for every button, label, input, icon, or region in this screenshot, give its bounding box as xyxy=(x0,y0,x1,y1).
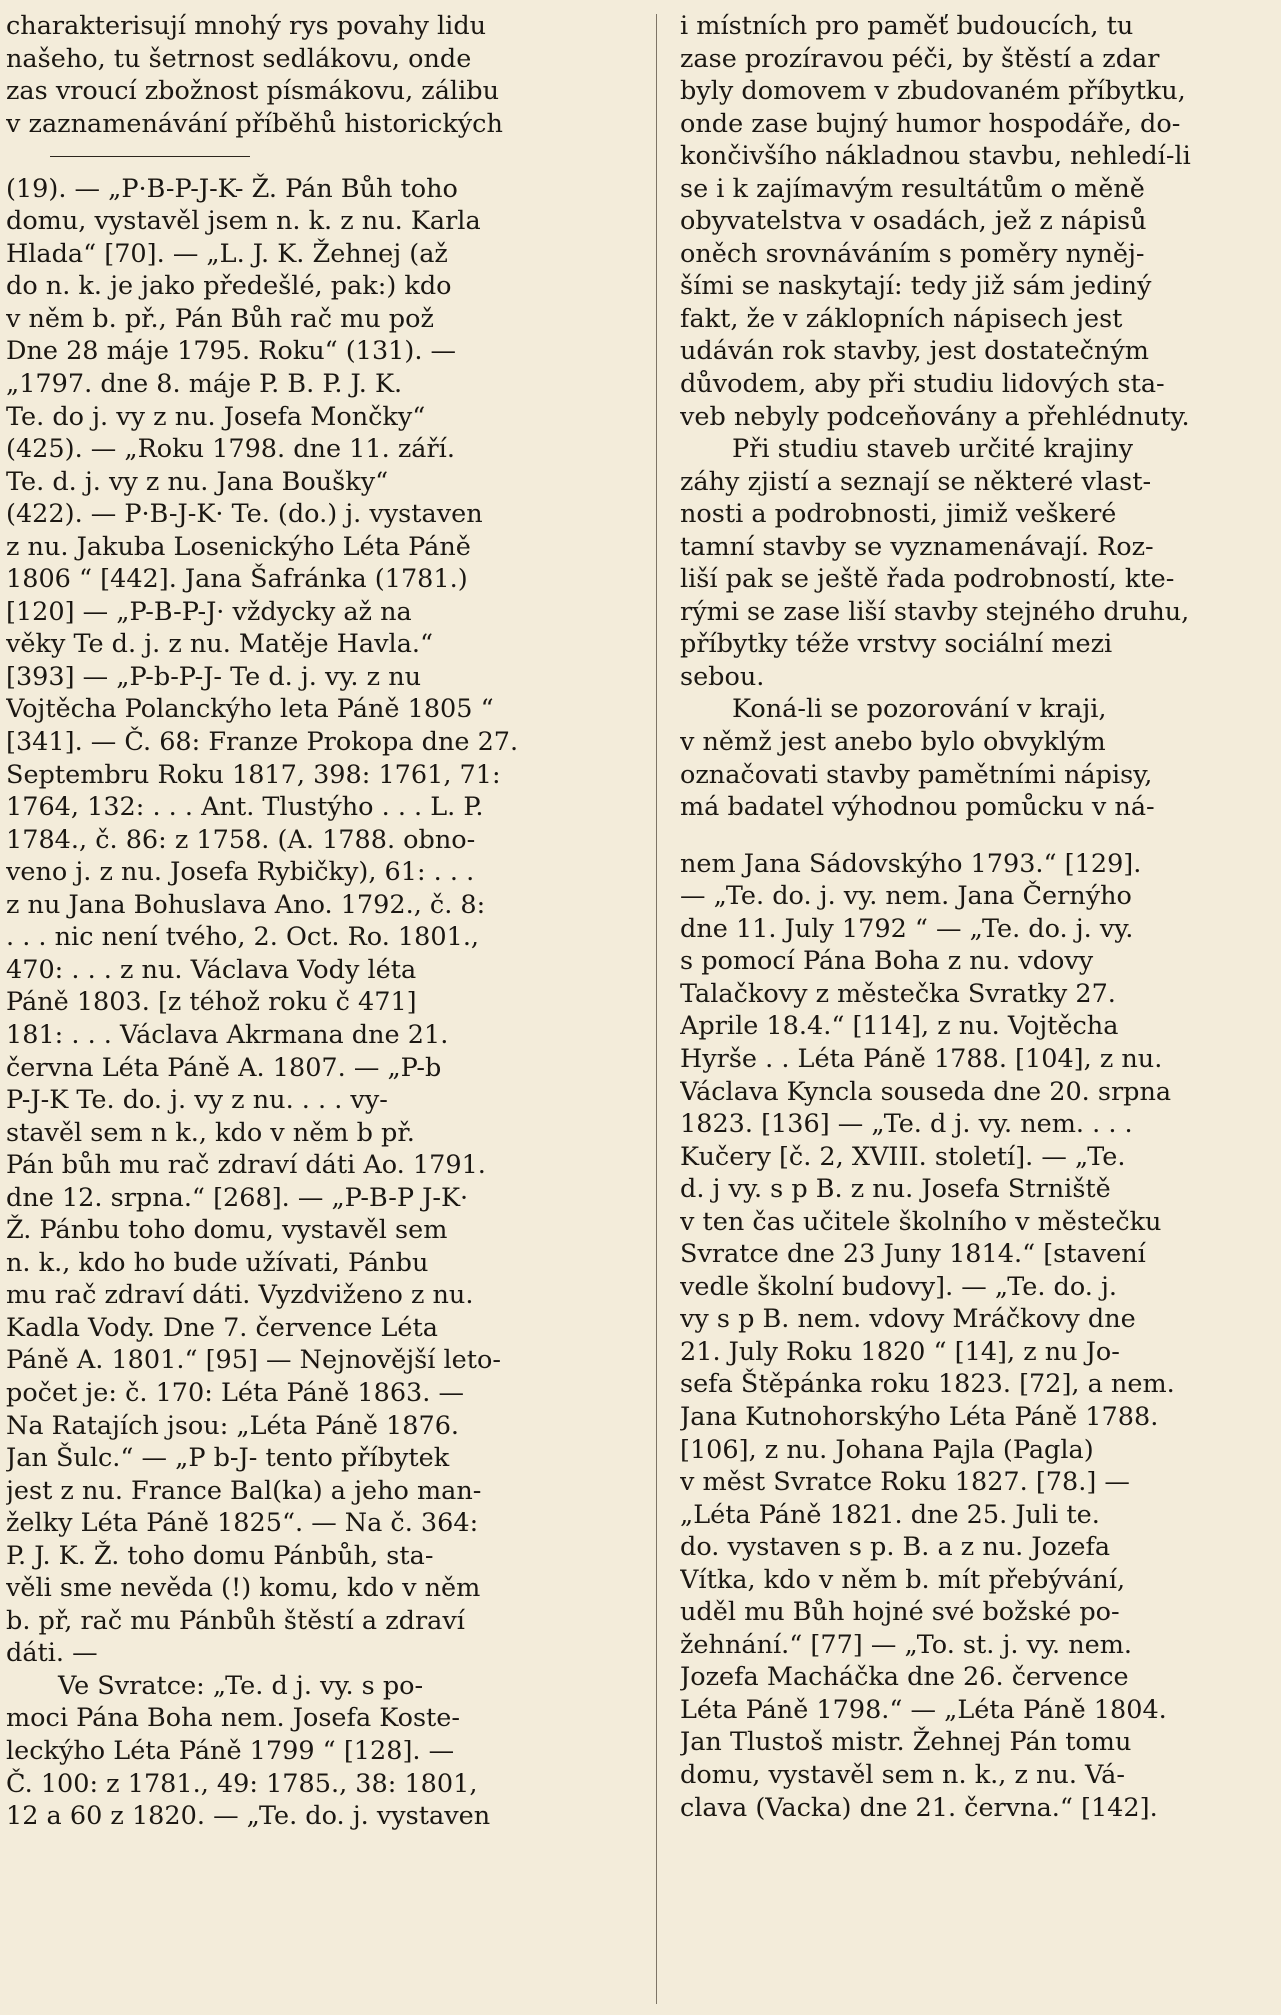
text-line: želky Léta Páně 1825“. — Na č. 364: xyxy=(6,1508,479,1539)
section-gap xyxy=(680,824,1276,848)
text-line: sebou. xyxy=(680,661,765,692)
text-line: Ž. Pánbu toho domu, vystavěl sem xyxy=(6,1215,448,1246)
text-line: stavěl sem n k., kdo v něm b př. xyxy=(6,1117,415,1148)
text-line: Kučery [č. 2, XVIII. století]. — „Te. xyxy=(680,1141,1126,1172)
left-svratka-paragraph xyxy=(6,1670,614,1833)
text-line: jest z nu. France Bal(ka) a jeho man- xyxy=(6,1475,482,1506)
text-line: — „Te. do. j. vy. nem. Jana Černýho xyxy=(680,881,1132,912)
text-line: Septembru Roku 1817, 398: 1761, 71: xyxy=(6,759,501,790)
text-line: do n. k. je jako předešlé, pak:) kdo xyxy=(6,271,452,302)
text-line: Na Ratajích jsou: „Léta Páně 1876. xyxy=(6,1410,460,1441)
text-line: . . . nic není tvého, 2. Oct. Ro. 1801., xyxy=(6,922,480,953)
text-line: charakterisují mnohý rys povahy lidu xyxy=(6,11,487,41)
text-line: domu, vystavěl jsem n. k. z nu. Karla xyxy=(6,206,481,237)
text-line: [106], z nu. Johana Pajla (Pagla) xyxy=(680,1434,1094,1465)
column-divider xyxy=(656,14,657,2004)
text-line: veb nebyly podceňovány a přehlédnuty. xyxy=(680,401,1190,432)
text-line: [120] — „P-B-P-J· vždycky až na xyxy=(6,596,412,627)
text-line: v němž jest anebo bylo obvyklým xyxy=(680,727,1106,758)
text-line: 181: . . . Václava Akrmana dne 21. xyxy=(6,1019,449,1050)
text-line: d. j vy. s p B. z nu. Josefa Strniště xyxy=(680,1174,1111,1205)
text-line: Hlada“ [70]. — „L. J. K. Žehnej (až xyxy=(6,238,448,269)
text-line: záhy zjistí a seznají se některé vlast- xyxy=(680,466,1152,497)
text-line: v ten čas učitele školního v městečku xyxy=(680,1206,1162,1237)
text-line: byly domovem v zbudovaném příbytku, xyxy=(680,76,1186,107)
text-line: Te. d. j. vy z nu. Jana Boušky“ xyxy=(6,466,389,497)
footnote-separator xyxy=(6,140,614,173)
text-line: 1764, 132: . . . Ant. Tlustýho . . . L. P. xyxy=(6,792,484,823)
text-line: se i k zajímavým resultátům o měně xyxy=(680,173,1145,204)
text-line: uděl mu Bůh hojné své božské po- xyxy=(680,1597,1120,1628)
text-line: (425). — „Roku 1798. dne 11. září. xyxy=(6,434,455,465)
text-line: (422). — P·B-J-K· Te. (do.) j. vystaven xyxy=(6,499,483,530)
text-line: šími se naskytají: tedy již sám jediný xyxy=(680,271,1152,302)
text-line: Jan Šulc.“ — „P b-J- tento příbytek xyxy=(6,1443,450,1474)
text-line: Č. 100: z 1781., 49: 1785., 38: 1801, xyxy=(6,1768,478,1799)
text-line: P. J. K. Ž. toho domu Pánbůh, sta- xyxy=(6,1540,434,1571)
text-line: Hyrše . . Léta Páně 1788. [104], z nu. xyxy=(680,1043,1163,1074)
left-footnotes xyxy=(6,173,614,1670)
text-line: června Léta Páně A. 1807. — „P-b xyxy=(6,1052,442,1083)
text-line: Pán bůh mu rač zdraví dáti Ao. 1791. xyxy=(6,1150,486,1181)
text-line: [393] — „P-b-P-J- Te d. j. vy. z nu xyxy=(6,661,422,692)
text-line: věky Te d. j. z nu. Matěje Havla.“ xyxy=(6,629,434,660)
text-line: vy s p B. nem. vdovy Mráčkovy dne xyxy=(680,1304,1136,1335)
text-line: do. vystaven s p. B. a z nu. Jozefa xyxy=(680,1532,1111,1563)
text-line: Vítka, kdo v něm b. mít přebývání, xyxy=(680,1564,1126,1595)
text-line: oněch srovnáváním s poměry nyněj- xyxy=(680,238,1145,269)
text-line: Páně A. 1801.“ [95] — Nejnovější leto- xyxy=(6,1345,501,1376)
text-line: 1823. [136] — „Te. d j. vy. nem. . . . xyxy=(680,1109,1133,1140)
text-line: Dne 28 máje 1795. Roku“ (131). — xyxy=(6,336,457,367)
text-line: rými se zase liší stavby stejného druhu, xyxy=(680,596,1190,627)
text-line: počet je: č. 170: Léta Páně 1863. — xyxy=(6,1377,464,1408)
text-line: tamní stavby se vyznamenávají. Roz- xyxy=(680,531,1154,562)
text-line: liší pak se ještě řada podrobností, kte- xyxy=(680,564,1175,595)
text-line: 1784., č. 86: z 1758. (A. 1788. obno- xyxy=(6,824,476,855)
text-line: Jan Tlustoš mistr. Žehnej Pán tomu xyxy=(680,1727,1132,1758)
text-line: „1797. dne 8. máje P. B. P. J. K. xyxy=(6,369,403,400)
text-line: věli sme nevěda (!) komu, kdo v něm xyxy=(6,1573,481,1604)
text-line: v něm b. př., Pán Bůh rač mu pož xyxy=(6,303,434,334)
text-line: Koná-li se pozorování v kraji, xyxy=(732,694,1107,725)
left-intro-text xyxy=(6,10,614,140)
text-line: dne 11. July 1792 “ — „Te. do. j. vy. xyxy=(680,913,1134,944)
text-line: z nu Jana Bohuslava Ano. 1792., č. 8: xyxy=(6,889,486,920)
text-line: veno j. z nu. Josefa Rybičky), 61: . . . xyxy=(6,857,475,888)
text-line: vedle školní budovy]. — „Te. do. j. xyxy=(680,1271,1117,1302)
text-line: Te. do j. vy z nu. Josefa Mončky“ xyxy=(6,401,426,432)
text-line: 470: . . . z nu. Václava Vody léta xyxy=(6,954,417,985)
text-line: Léta Páně 1798.“ — „Léta Páně 1804. xyxy=(680,1694,1167,1725)
left-column xyxy=(6,10,614,1833)
text-line: Jana Kutnohorskýho Léta Páně 1788. xyxy=(680,1401,1159,1432)
right-paragraph-2 xyxy=(680,433,1276,693)
text-line: Kadla Vody. Dne 7. července Léta xyxy=(6,1312,438,1343)
text-line: moci Pána Boha nem. Josefa Koste- xyxy=(6,1703,461,1734)
text-line: (19). — „P·B-P-J-K- Ž. Pán Bůh toho xyxy=(6,173,458,204)
text-line: Vojtěcha Polanckýho leta Páně 1805 “ xyxy=(6,694,494,725)
text-line: zas vroucí zbožnost písmákovu, zálibu xyxy=(6,76,499,107)
text-line: sefa Štěpánka roku 1823. [72], a nem. xyxy=(680,1369,1175,1400)
text-line: domu, vystavěl sem n. k., z nu. Vá- xyxy=(680,1759,1125,1790)
text-line: v zaznamenávání příběhů historických xyxy=(6,108,503,139)
text-line: nem Jana Sádovskýho 1793.“ [129]. xyxy=(680,848,1142,879)
right-intro-paragraph xyxy=(680,10,1276,433)
text-line: [341]. — Č. 68: Franze Prokopa dne 27. xyxy=(6,727,519,758)
text-line: Jozefa Macháčka dne 26. července xyxy=(680,1662,1129,1693)
text-line: končivšího nákladnou stavbu, nehledí-li xyxy=(680,141,1191,172)
text-line: Páně 1803. [z téhož roku č 471] xyxy=(6,987,417,1018)
text-line: P-J-K Te. do. j. vy z nu. . . . vy- xyxy=(6,1085,388,1116)
text-line: n. k., kdo ho bude užívati, Pánbu xyxy=(6,1247,429,1278)
text-line: označovati stavby pamětními nápisy, xyxy=(680,759,1153,790)
text-line: Václava Kyncla souseda dne 20. srpna xyxy=(680,1076,1172,1107)
text-line: dne 12. srpna.“ [268]. — „P-B-P J-K· xyxy=(6,1182,469,1213)
text-line: s pomocí Pána Boha z nu. vdovy xyxy=(680,946,1094,977)
text-line: Ve Svratce: „Te. d j. vy. s po- xyxy=(58,1670,424,1701)
right-footnotes xyxy=(680,848,1276,1824)
right-paragraph-3 xyxy=(680,693,1276,823)
text-line: důvodem, aby při studiu lidových sta- xyxy=(680,369,1165,400)
text-line: žehnání.“ [77] — „To. st. j. vy. nem. xyxy=(680,1629,1133,1660)
text-line: onde zase bujný humor hospodáře, do- xyxy=(680,108,1181,139)
text-line: našeho, tu šetrnost sedlákovu, onde xyxy=(6,43,472,74)
text-line: „Léta Páně 1821. dne 25. Juli te. xyxy=(680,1499,1100,1530)
text-line: mu rač zdraví dáti. Vyzdviženo z nu. xyxy=(6,1280,474,1311)
text-line: Svratce dne 23 Juny 1814.“ [stavení xyxy=(680,1239,1146,1270)
text-line: má badatel výhodnou pomůcku v ná- xyxy=(680,792,1155,823)
text-line: clava (Vacka) dne 21. června.“ [142]. xyxy=(680,1792,1158,1823)
text-line: z nu. Jakuba Losenickýho Léta Páně xyxy=(6,531,471,562)
text-line: Aprile 18.4.“ [114], z nu. Vojtěcha xyxy=(680,1011,1119,1042)
text-line: 21. July Roku 1820 “ [14], z nu Jo- xyxy=(680,1336,1120,1367)
text-line: udáván rok stavby, jest dostatečným xyxy=(680,336,1149,367)
text-line: leckýho Léta Páně 1799 “ [128]. — xyxy=(6,1735,455,1766)
text-line: příbytky téže vrstvy sociální mezi xyxy=(680,629,1113,660)
text-line: i místních pro paměť budoucích, tu xyxy=(680,11,1134,41)
text-line: 1806 “ [442]. Jana Šafránka (1781.) xyxy=(6,564,468,595)
right-column xyxy=(680,10,1276,1824)
text-line: fakt, že v záklopních nápisech jest xyxy=(680,303,1123,334)
text-line: Při studiu staveb určité krajiny xyxy=(732,434,1134,465)
text-line: nosti a podrobnosti, jimiž veškeré xyxy=(680,499,1117,530)
text-line: Talačkovy z městečka Svratky 27. xyxy=(680,978,1116,1009)
text-line: zase prozíravou péči, by štěstí a zdar xyxy=(680,43,1160,74)
text-line: 12 a 60 z 1820. — „Te. do. j. vystaven xyxy=(6,1801,491,1832)
text-line: obyvatelstva v osadách, jež z nápisů xyxy=(680,206,1147,237)
text-line: v měst Svratce Roku 1827. [78.] — xyxy=(680,1467,1130,1498)
text-line: dáti. — xyxy=(6,1638,98,1669)
text-line: b. př, rač mu Pánbůh štěstí a zdraví xyxy=(6,1605,465,1636)
